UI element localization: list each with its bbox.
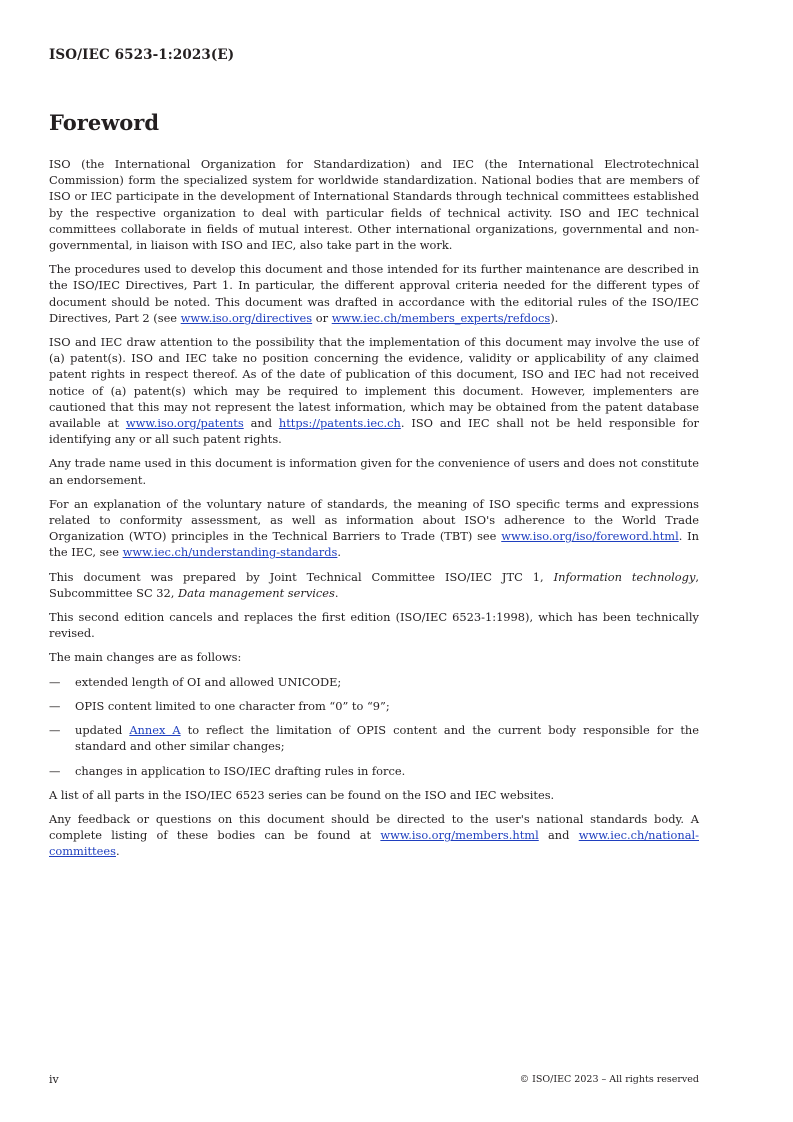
text-segment: For an explanation of the voluntary nature of standards, the meaning of ISO specific terms and expressions related to conformity assessment, as well as information about ISO's adherence to the World Trade Organization (WTO) principles in the Technical Barriers to Trade (TBT) see: [49, 496, 699, 544]
list-item-text: OPIS content limited to one character from “0” to “9”;: [75, 698, 390, 713]
text-segment: . ISO and IEC shall not be held responsible for identifying any or all such patent rights.: [49, 416, 699, 447]
text-segment: and: [538, 828, 579, 843]
document-page: [49, 0, 699, 1122]
link-iec-understanding-standards[interactable]: www.iec.ch/understanding-standards: [122, 545, 338, 560]
paragraph-series-list: A list of all parts in the ISO/IEC 6523 series can be found on the ISO and IEC websites.: [49, 787, 555, 802]
list-item: [49, 763, 699, 779]
document-identifier: ISO/IEC 6523-1:2023(E): [49, 47, 235, 63]
dash-bullet: —: [49, 674, 61, 689]
text-segment: ).: [550, 310, 559, 325]
text-segment: .: [115, 844, 120, 859]
page-number: iv: [49, 1073, 59, 1086]
changes-list: [49, 674, 699, 779]
text-segment: to reflect the limitation of OPIS content and the current body responsible for the standard and other similar changes;: [75, 723, 699, 754]
link-iso-patents[interactable]: www.iso.org/patents: [125, 416, 244, 431]
paragraph-feedback: [49, 811, 699, 860]
list-item: [49, 674, 699, 690]
copyright-notice: © ISO/IEC 2023 – All rights reserved: [519, 1074, 699, 1085]
list-item-text: extended length of OI and allowed UNICODE;: [75, 674, 342, 689]
paragraph-edition: This second edition cancels and replaces the first edition (ISO/IEC 6523-1:1998), which has been technically revised.: [49, 610, 699, 641]
text-segment: and: [243, 416, 279, 431]
text-segment: .: [334, 585, 339, 600]
list-item: [49, 722, 699, 754]
text-segment: .: [337, 545, 341, 560]
foreword-body: [49, 156, 699, 868]
text-segment: This document was prepared by Joint Technical Committee ISO/IEC JTC 1,: [49, 569, 554, 584]
link-iec-refdocs[interactable]: www.iec.ch/members_experts/refdocs: [331, 310, 551, 325]
paragraph-main-changes-intro: The main changes are as follows:: [49, 650, 242, 665]
link-iso-directives[interactable]: www.iso.org/directives: [180, 310, 313, 325]
paragraph-procedures: [49, 261, 699, 326]
text-segment: Any feedback or questions on this document should be directed to the user's national standards body. A complete listing of these bodies can be found at: [49, 811, 699, 843]
text-segment: or: [312, 310, 332, 325]
link-iso-members[interactable]: www.iso.org/members.html: [380, 828, 539, 843]
page-title: Foreword: [49, 110, 160, 135]
link-iec-patents[interactable]: https://patents.iec.ch: [278, 416, 401, 431]
paragraph-prepared-by: [49, 569, 699, 601]
text-segment: The procedures used to develop this document and those intended for its further maintenance are described in the ISO/IEC Directives, Part 1. In particular, the different approval criteria needed for the different types of document should be noted. This document was drafted in accordance with the editorial rules of the ISO/IEC Directives, Part 2 (see: [49, 262, 699, 325]
paragraph-patents: [49, 334, 699, 447]
subcommittee-name: Data management services: [178, 585, 335, 600]
text-segment: , Subcommittee SC 32,: [49, 569, 700, 600]
text-segment: updated: [75, 723, 130, 738]
link-iec-national-committees[interactable]: www.iec.ch/national-committees: [49, 828, 699, 859]
dash-bullet: —: [49, 698, 61, 713]
text-segment: . In the IEC, see: [49, 529, 700, 560]
paragraph-organizations: ISO (the International Organization for Standardization) and IEC (the International Electrotechnical Commission) form the specialized system for worldwide standardization. National bodies that are members of ISO or IEC participate in the development of International Standards through technical committees established by the respective organization to deal with particular fields of technical activity. ISO and IEC technical committees collaborate in fields of mutual interest. Other international organizations, governmental and non-governmental, in liaison with ISO and IEC, also take part in the work.: [49, 157, 699, 253]
list-item-text: changes in application to ISO/IEC drafting rules in force.: [75, 763, 406, 778]
text-segment: ISO and IEC draw attention to the possibility that the implementation of this document may involve the use of (a) patent(s). ISO and IEC take no position concerning the evidence, validity or applicability of any claimed patent rights in respect thereof. As of the date of publication of this document, ISO and IEC had not received notice of (a) patent(s) which may be required to implement this document. However, implementers are cautioned that this may not represent the latest information, which may be obtained from the patent database available at: [49, 335, 699, 431]
link-annex-a[interactable]: Annex A: [129, 723, 181, 738]
committee-name: Information technology: [553, 569, 696, 584]
link-iso-foreword[interactable]: www.iso.org/iso/foreword.html: [501, 529, 679, 544]
dash-bullet: —: [49, 763, 61, 778]
dash-bullet: —: [49, 723, 61, 738]
paragraph-voluntary-nature: [49, 496, 699, 561]
paragraph-trade-name: Any trade name used in this document is information given for the convenience of users and does not constitute an endorsement.: [49, 456, 699, 487]
list-item: [49, 698, 699, 714]
